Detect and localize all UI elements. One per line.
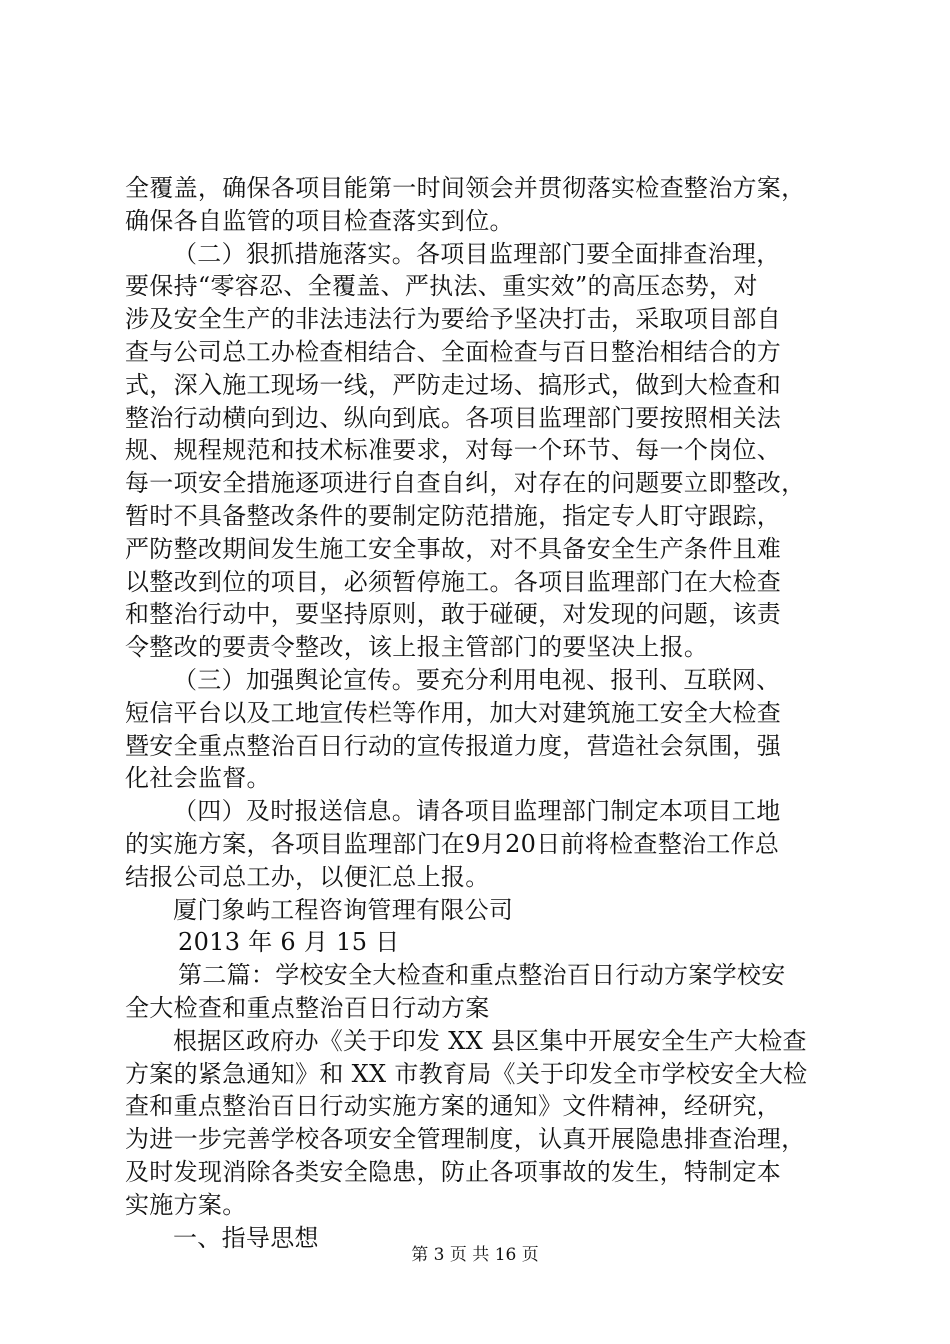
text-line: 涉及安全生产的非法违法行为要给予坚决打击，采取项目部自 bbox=[125, 305, 782, 334]
text-line: （三）加强舆论宣传。要充分利用电视、报刊、互联网、 bbox=[173, 665, 781, 694]
text-line: 及时发现消除各类安全隐患，防止各项事故的发生，特制定本 bbox=[125, 1157, 782, 1186]
section-title: 第二篇：学校安全大检查和重点整治百日行动方案学校安 bbox=[178, 961, 786, 990]
text-line: 暨安全重点整治百日行动的宣传报道力度，营造社会氛围，强 bbox=[125, 731, 782, 760]
section-title-continued: 全大检查和重点整治百日行动方案 bbox=[125, 993, 490, 1022]
heading-guiding-thought: 一、指导思想 bbox=[173, 1223, 319, 1252]
document-body bbox=[125, 172, 850, 1254]
text-line: 根据区政府办《关于印发 XX 县区集中开展安全生产大检查 bbox=[173, 1026, 807, 1055]
text-line: 查和重点整治百日行动实施方案的通知》文件精神，经研究， bbox=[125, 1092, 782, 1121]
page-footer: 第 3 页 共 16 页 bbox=[411, 1245, 539, 1265]
company-name: 厦门象屿工程咨询管理有限公司 bbox=[173, 895, 514, 924]
text-line: 严防整改期间发生施工安全事故，对不具备安全生产条件且难 bbox=[125, 534, 782, 563]
text-line: （二）狠抓措施落实。各项目监理部门要全面排查治理， bbox=[173, 239, 781, 268]
text-line: 规、规程规范和技术标准要求，对每一个环节、每一个岗位、 bbox=[125, 436, 782, 465]
text-line: 查与公司总工办检查相结合、全面检查与百日整治相结合的方 bbox=[125, 337, 782, 366]
document-date: 2013 年 6 月 15 日 bbox=[178, 928, 400, 957]
text-line: 要保持“零容忍、全覆盖、严执法、重实效”的高压态势，对 bbox=[125, 272, 758, 301]
text-line: 以整改到位的项目，必须暂停施工。各项目监理部门在大检查 bbox=[125, 567, 782, 596]
text-line: 令整改的要责令整改，该上报主管部门的要坚决上报。 bbox=[125, 633, 709, 662]
text-line: 实施方案。 bbox=[125, 1190, 247, 1219]
text-line: 化社会监督。 bbox=[125, 764, 271, 793]
text-line: 式，深入施工现场一线，严防走过场、搞形式，做到大检查和 bbox=[125, 370, 782, 399]
text-line: 的实施方案，各项目监理部门在9月20日前将检查整治工作总 bbox=[125, 829, 780, 858]
text-line: 方案的紧急通知》和 XX 市教育局《关于印发全市学校安全大检 bbox=[125, 1059, 808, 1088]
text-line: 整治行动横向到边、纵向到底。各项目监理部门要按照相关法 bbox=[125, 403, 782, 432]
text-line: 暂时不具备整改条件的要制定防范措施，指定专人盯守跟踪， bbox=[125, 501, 782, 530]
text-line: 为进一步完善学校各项安全管理制度，认真开展隐患排查治理， bbox=[125, 1125, 806, 1154]
text-line: 结报公司总工办，以便汇总上报。 bbox=[125, 862, 490, 891]
text-line: 和整治行动中，要坚持原则，敢于碰硬，对发现的问题，该责 bbox=[125, 600, 782, 629]
text-line: （四）及时报送信息。请各项目监理部门制定本项目工地 bbox=[173, 797, 781, 826]
text-line: 短信平台以及工地宣传栏等作用，加大对建筑施工安全大检查 bbox=[125, 698, 782, 727]
text-line: 全覆盖，确保各项目能第一时间领会并贯彻落实检查整治方案， bbox=[125, 174, 806, 202]
text-line: 每一项安全措施逐项进行自查自纠，对存在的问题要立即整改， bbox=[125, 469, 806, 498]
text-line: 确保各自监管的项目检查落实到位。 bbox=[125, 206, 514, 235]
